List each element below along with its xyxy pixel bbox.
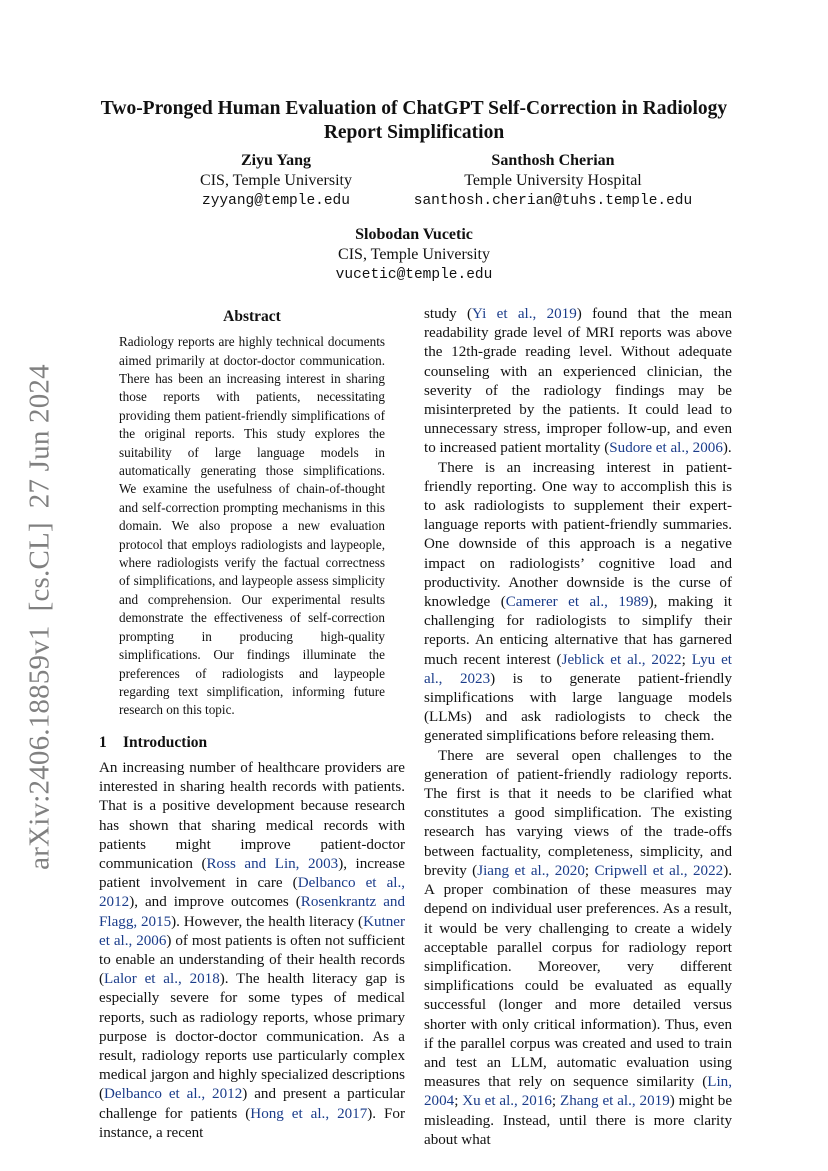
arxiv-id: arXiv:2406.18859v1 [23,625,56,870]
body-text: ). However, the health literacy ( [171,913,364,930]
body-text: ), increase patient involvement in care ( [99,855,405,892]
body-text: There are several open challenges to the generation of patient-friendly radiology reports. The first is that it needs to be clarified what constitutes a good simplification. The existing research has varying views of the trade-offs between factuality, completeness, simplicity, and brevity ( [424,747,732,879]
left-column [99,305,405,1143]
author-affiliation: CIS, Temple University [200,172,352,189]
author-name: Slobodan Vucetic [355,226,473,243]
arxiv-identifier-stamp [24,350,57,870]
body-text: ; [681,651,692,668]
body-text: ; [551,1093,560,1110]
intro-paragraph-2 [424,459,732,747]
section-heading-introduction [99,733,405,752]
author-affiliation: Temple University Hospital [464,172,642,189]
citation-link[interactable]: Yi et al., 2019 [472,306,577,322]
body-text: ). A proper combination of these measures may depend on individual user preferences. As a result, it would be very challenging to create a widely acceptable parallel corpus for radiology report simplification. Moreover, very different simplifications could be evaluated as equally successful (longer and more detailed versus shorter with only critical information). Thus, even if the parallel corpus was created and used to train and test an LLM, automatic evaluation using measures that rely on sequence similarity ( [424,862,733,1091]
right-column [424,305,732,1150]
citation-link[interactable]: Delbanco et al., 2012 [99,875,406,911]
body-text: ), and improve outcomes ( [129,894,301,911]
body-text: An increasing number of healthcare providers are interested in sharing health records with patients. That is a positive development because research has shown that sharing medical records with patients might improve patient-doctor communication ( [99,759,405,872]
citation-link[interactable]: Rosenkrantz and Flagg, 2015 [99,894,405,930]
intro-paragraph-3 [424,747,732,1150]
body-text: ; [454,1093,463,1110]
citation-link[interactable]: Camerer et al., 1989 [505,594,649,611]
section-number: 1 [99,733,107,751]
body-text: ) is to generate patient-friendly simplifications with large language models (LLMs) and ask radiologists to check the generated simplifications before releasing them. [424,670,732,745]
author-email: zyyang@temple.edu [202,193,350,209]
intro-paragraph-1-continued [424,305,732,459]
author-email: santhosh.cherian@tuhs.temple.edu [413,193,693,209]
author-name: Santhosh Cherian [491,152,615,169]
arxiv-date: 27 Jun 2024 [23,364,56,509]
citation-link[interactable]: Lin, 2004 [424,1074,732,1110]
author-affiliation: CIS, Temple University [338,246,490,263]
citation-link[interactable]: Zhang et al., 2019 [560,1093,670,1110]
author-email: vucetic@temple.edu [335,267,493,283]
citation-link[interactable]: Jiang et al., 2020 [477,862,585,879]
body-text: ). [722,440,732,457]
body-text: ), making it challenging for radiologists to simplify their reports. An enticing alternative that has garnered much recent interest ( [424,594,732,668]
body-text: There is an increasing interest in patient-friendly reporting. One way to accomplish this is to ask radiologists to supplement their expert-language reports with patient-friendly summaries. One downside of this approach is a negative impact on radiologists’ cognitive load and productivity. Another downside is the curse of knowledge ( [424,459,732,611]
citation-link[interactable]: Kutner et al., 2006 [99,913,405,949]
citation-link[interactable]: Jeblick et al., 2022 [561,651,682,668]
citation-link[interactable]: Ross and Lin, 2003 [206,855,339,872]
body-text: ) of most patients is often not sufficient to enable an understanding of their health records ( [99,932,405,988]
body-text: ) found that the mean readability grade level of MRI reports was above the 12th-grade reading level. Without adequate counseling with an experienced clinician, the severity of the radiology findings may be misinterpreted by the patients. It could lead to unnecessary stress, improper follow-up, and even to increased patient mortality ( [424,306,732,457]
citation-link[interactable]: Xu et al., 2016 [462,1093,552,1110]
citation-link[interactable]: Delbanco et al., 2012 [104,1086,243,1103]
citation-link[interactable]: Hong et al., 2017 [250,1105,368,1122]
author-name: Ziyu Yang [240,152,312,169]
citation-link[interactable]: Sudore et al., 2006 [609,440,723,457]
abstract-text: Radiology reports are highly technical documents aimed primarily at doctor-doctor communication. There has been an increasing interest in sharing those reports with patients, necessitating providing them patient-friendly simplifications of the original reports. This study explores the suitability of large language models in automatically generating those simplifications. We examine the usefulness of chain-of-thought and self-correction prompting mechanisms in this domain. We also propose a new evaluation protocol that employs radiologists and laypeople, where radiologists verify the factual correctness of simplifications, and laypeople assess simplicity and comprehension. Our experimental results demonstrate the effectiveness of self-correction prompting in producing high-quality simplifications. Our findings illuminate the preferences of radiologists and laypeople regarding text simplification, informing future research on this topic. [119,334,385,718]
abstract-heading: Abstract [223,308,281,325]
body-text: ). The health literacy gap is especially severe for some types of medical reports, such as radiology reports, whose primary purpose is doctor-doctor communication. As a result, radiology reports use particularly complex medical jargon and highly specialized descriptions ( [99,971,405,1103]
body-text: study ( [424,306,473,322]
citation-link[interactable]: Cripwell et al., 2022 [594,862,724,879]
body-text: ). For instance, a recent [99,1105,405,1141]
section-title: Introduction [123,733,208,751]
citation-link[interactable]: Lalor et al., 2018 [104,971,220,988]
author-block-1 [176,151,376,211]
intro-paragraph-1 [99,759,405,1143]
body-text: ; [584,862,595,879]
citation-link[interactable]: Lyu et al., 2023 [424,651,733,687]
author-block-3 [314,225,514,285]
body-text: ) and present a particular challenge for patients ( [99,1086,405,1122]
paper-title: Two-Pronged Human Evaluation of ChatGPT Self-Correction in Radiology Report Simplification [100,98,728,143]
body-text: ) might be misleading. Instead, until there is more clarity about what [424,1093,733,1148]
arxiv-category: [cs.CL] [23,522,56,612]
author-block-2 [408,151,698,211]
